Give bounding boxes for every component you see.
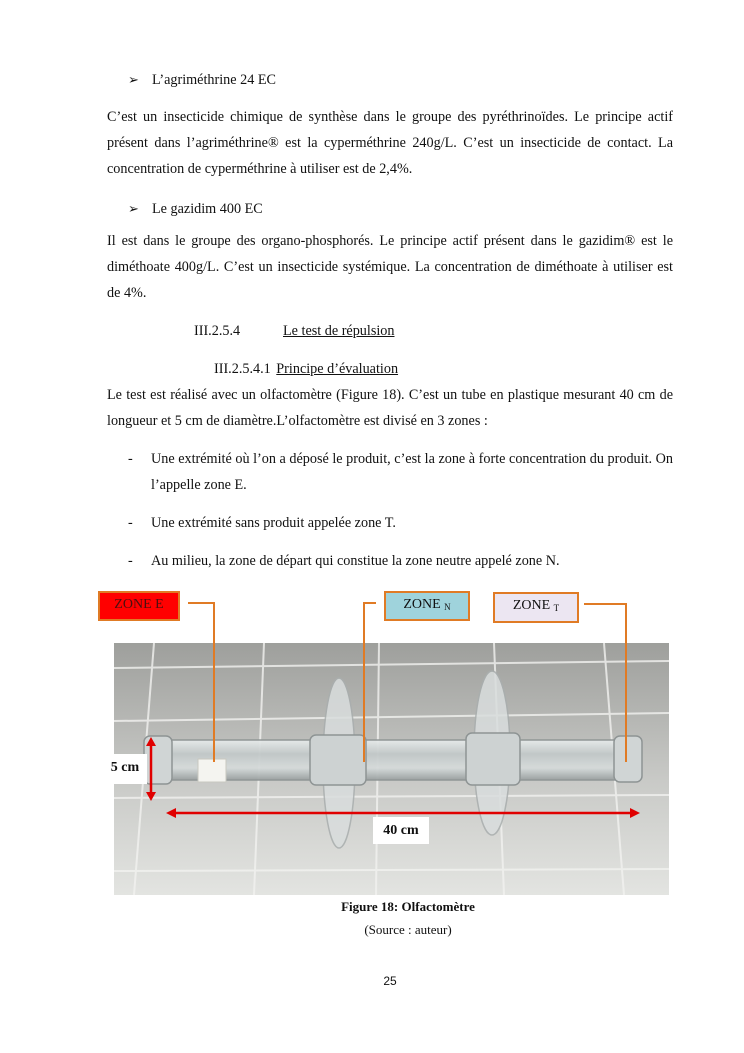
olfactometer-photo xyxy=(114,643,669,895)
list-item-text: Au milieu, la zone de départ qui constitue la zone neutre appelé zone N. xyxy=(151,553,560,569)
paragraph-intro: Le test est réalisé avec un olfactomètre (Figure 18). C’est un tube en plastique mesurant 40 cm de longueur et 5 cm de diamètre.L’olfactomètre est divisé en 3 zones : xyxy=(107,387,673,429)
zone-t-label xyxy=(493,592,579,623)
zone-t-callout-line xyxy=(625,603,627,762)
zone-e-text: ZONE E xyxy=(114,597,164,612)
heading-text: Le gazidim 400 EC xyxy=(152,201,263,217)
heading-title: Principe d’évaluation xyxy=(276,361,399,377)
list-marker: - xyxy=(128,515,133,531)
zone-n-text: ZONE xyxy=(403,597,441,612)
list-item xyxy=(128,548,673,574)
zone-e-label xyxy=(98,591,180,621)
page-number: 25 xyxy=(383,974,397,988)
arrow-bullet-icon: ➢ xyxy=(128,201,139,216)
heading-number: III.2.5.4.1 xyxy=(214,361,271,377)
zone-n-label xyxy=(384,591,470,621)
length-label: 40 cm xyxy=(373,817,429,844)
heading-32541 xyxy=(214,359,398,379)
list-marker: - xyxy=(128,553,133,569)
paragraph-gazidim: Il est dans le groupe des organo-phosphorés. Le principe actif présent dans le gazidim® est le diméthoate 400g/L. C’est un insecticide systémique. La concentration de diméthoate à utiliser est de 4%. xyxy=(107,233,673,301)
heading-text: L’agriméthrine 24 EC xyxy=(152,72,276,88)
heading-title: Le test de répulsion xyxy=(283,323,395,339)
diameter-arrow-icon xyxy=(144,737,158,801)
arrow-bullet-icon: ➢ xyxy=(128,72,139,87)
list-item xyxy=(128,510,673,536)
bullet-heading-gazidim xyxy=(128,199,263,219)
bullet-heading-agrimethrine xyxy=(128,70,276,90)
list-item-text: Une extrémité où l’on a déposé le produit, c’est la zone à forte concentration du produit. On l’appelle zone E. xyxy=(151,451,673,493)
paragraph-agrimethrine: C’est un insecticide chimique de synthèse dans le groupe des pyréthrinoïdes. Le principe actif présent dans l’agriméthrine® est la cyperméthrine 240g/L. C’est un insecticide de contact. La concentration de cyperméthrine à utiliser est de 2,4%. xyxy=(107,109,673,177)
heading-3254 xyxy=(194,321,395,341)
zone-n-subscript: N xyxy=(444,602,451,612)
zone-t-subscript: T xyxy=(553,603,560,613)
zone-n-callout-line xyxy=(363,602,365,762)
diameter-label: 5 cm xyxy=(103,754,147,784)
list-item xyxy=(128,446,673,498)
zone-e-callout-line xyxy=(188,602,214,604)
figure-caption: Figure 18: Olfactomètre xyxy=(341,899,475,914)
list-marker: - xyxy=(128,451,133,467)
zone-e-callout-line xyxy=(213,602,215,762)
zone-t-text: ZONE xyxy=(512,598,551,613)
zone-n-callout-line xyxy=(364,602,376,604)
list-item-text: Une extrémité sans produit appelée zone T. xyxy=(151,515,396,531)
figure-source: (Source : auteur) xyxy=(364,922,452,937)
heading-number: III.2.5.4 xyxy=(194,323,241,339)
zone-t-callout-line xyxy=(584,603,626,605)
